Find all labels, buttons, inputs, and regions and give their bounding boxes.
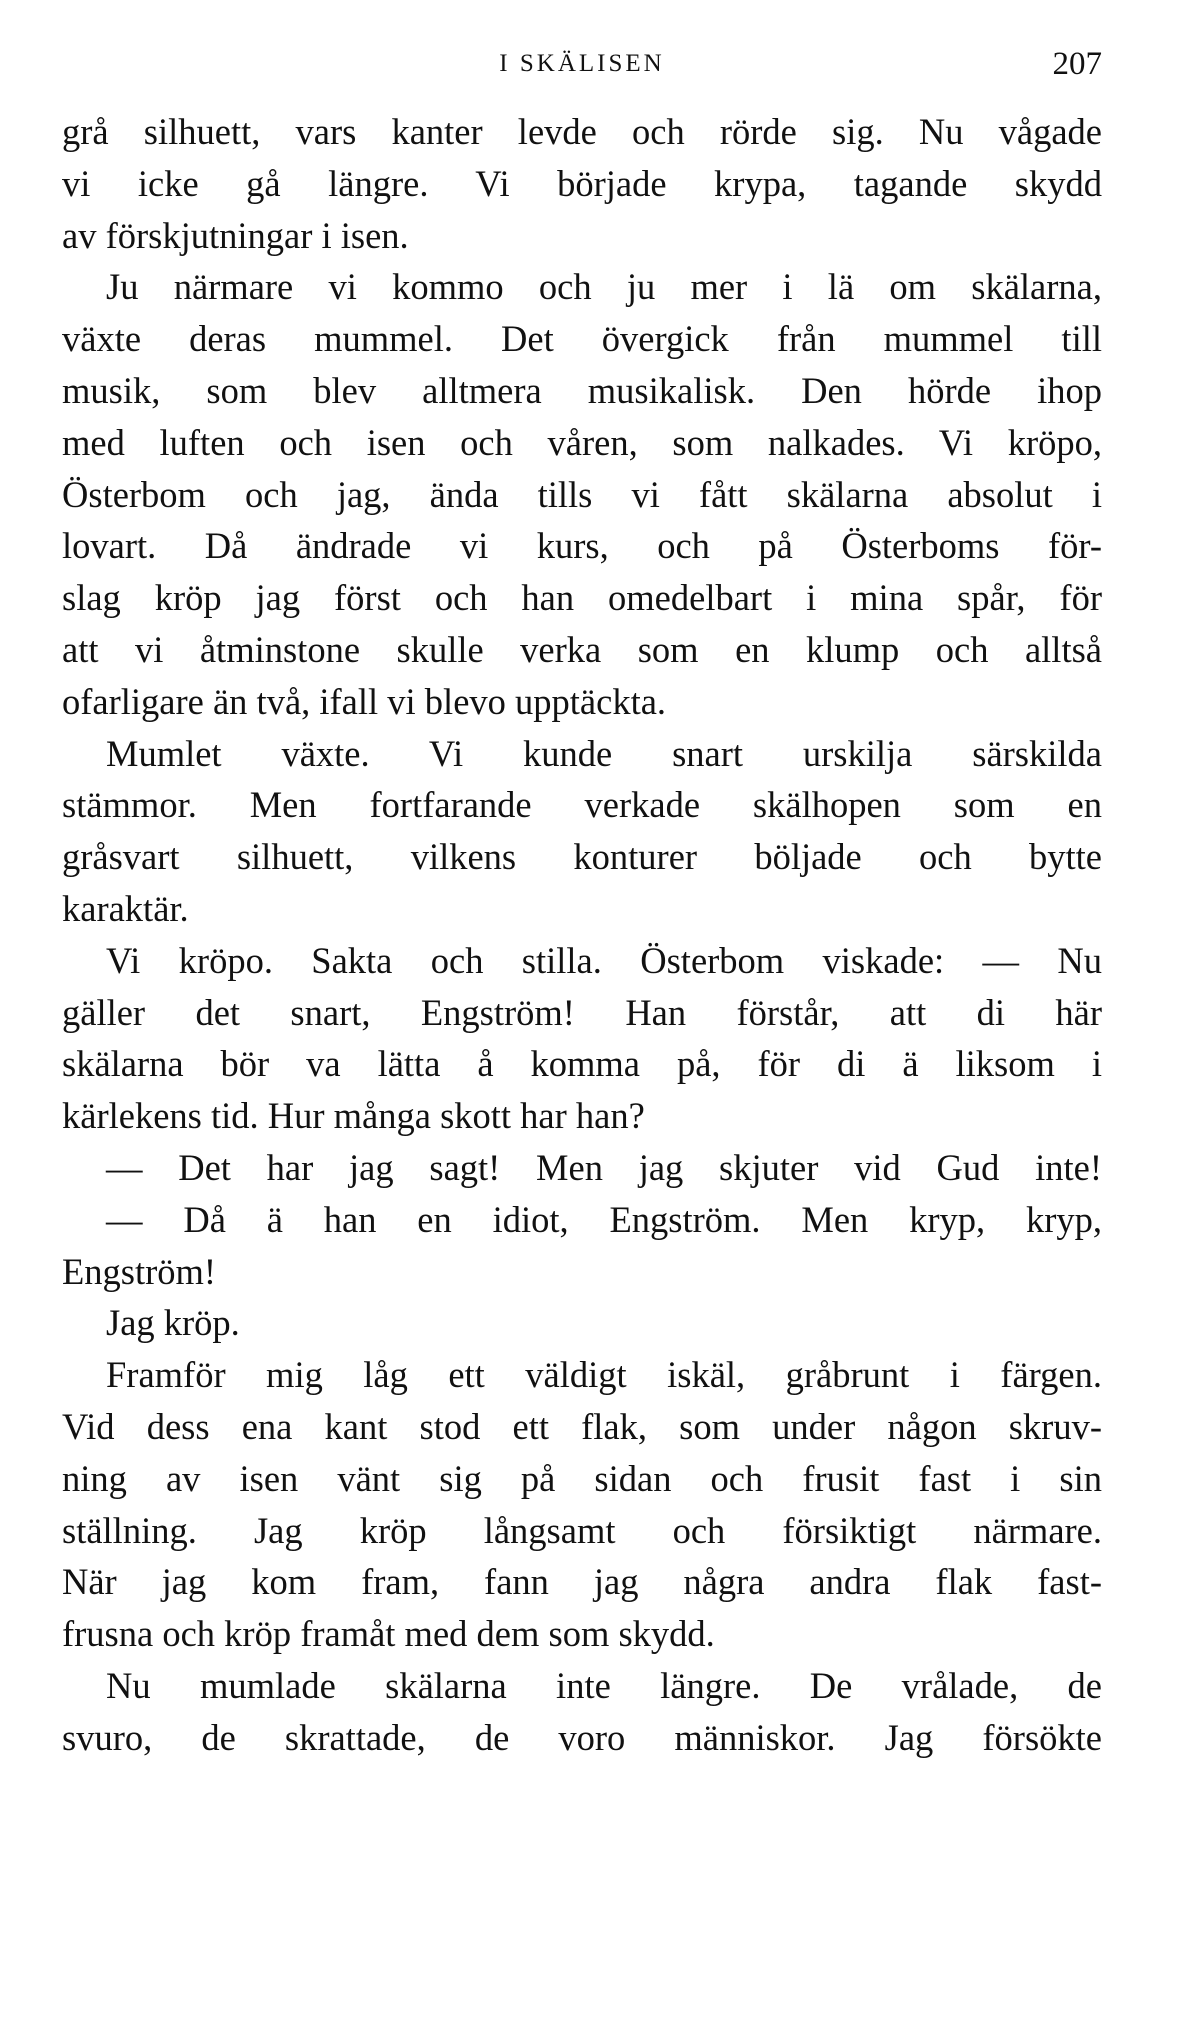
text-line: musik, som blev alltmera musikalisk. Den hörde ihop	[62, 369, 1102, 411]
text-line: När jag kom fram, fann jag några andra flak fast-	[62, 1561, 1102, 1603]
text-line: frusna och kröp framåt med dem som skydd.	[62, 1613, 715, 1655]
text-line: ning av isen vänt sig på sidan och frusit fast i sin	[62, 1457, 1102, 1499]
text-line: stämmor. Men fortfarande verkade skälhopen som en	[62, 784, 1102, 826]
text-line: Vi kröpo. Sakta och stilla. Österbom viskade: — Nu	[106, 939, 1102, 981]
text-line: ofarligare än två, ifall vi blevo upptäckta.	[62, 680, 667, 722]
text-line: Nu mumlade skälarna inte längre. De vrålade, de	[106, 1664, 1102, 1706]
text-line: kärlekens tid. Hur många skott har han?	[62, 1095, 645, 1137]
text-line: slag kröp jag först och han omedelbart i mina spår, för	[62, 577, 1102, 619]
text-line: Jag kröp.	[106, 1302, 240, 1344]
text-line: skälarna bör va lätta å komma på, för di ä liksom i	[62, 1043, 1102, 1085]
text-line: Vid dess ena kant stod ett flak, som under någon skruv-	[62, 1405, 1102, 1447]
text-line: Österbom och jag, ända tills vi fått skälarna absolut i	[62, 473, 1102, 515]
running-title: I SKÄLISEN	[499, 50, 665, 77]
text-line: Mumlet växte. Vi kunde snart urskilja särskilda	[106, 732, 1102, 774]
text-line: av förskjutningar i isen.	[62, 214, 409, 256]
text-line: växte deras mummel. Det övergick från mummel till	[62, 318, 1102, 360]
text-line: ställning. Jag kröp långsamt och försiktigt närmare.	[62, 1509, 1102, 1551]
text-line: Engström!	[62, 1250, 217, 1292]
text-line: — Då ä han en idiot, Engström. Men kryp, kryp,	[106, 1198, 1102, 1240]
text-line: Ju närmare vi kommo och ju mer i lä om skälarna,	[106, 266, 1102, 308]
body-text	[62, 106, 1102, 1764]
text-line: lovart. Då ändrade vi kurs, och på Österboms för-	[62, 525, 1102, 567]
text-line: gäller det snart, Engström! Han förstår, att di här	[62, 991, 1102, 1033]
text-line: Framför mig låg ett väldigt iskäl, gråbrunt i färgen.	[106, 1354, 1102, 1396]
text-line: att vi åtminstone skulle verka som en klump och alltså	[62, 628, 1102, 670]
page-number: 207	[1052, 46, 1102, 82]
book-page	[62, 40, 1102, 1764]
text-line: grå silhuett, vars kanter levde och rörde sig. Nu vågade	[62, 111, 1102, 152]
text-line: — Det har jag sagt! Men jag skjuter vid Gud inte!	[106, 1146, 1102, 1188]
running-head	[62, 40, 1102, 106]
text-line: gråsvart silhuett, vilkens konturer böljade och bytte	[62, 836, 1102, 878]
text-line: med luften och isen och våren, som nalkades. Vi kröpo,	[62, 421, 1102, 463]
text-line: karaktär.	[62, 887, 189, 929]
text-line: svuro, de skrattade, de voro människor. Jag försökte	[62, 1716, 1102, 1758]
text-line: vi icke gå längre. Vi började krypa, tagande skydd	[62, 162, 1102, 204]
